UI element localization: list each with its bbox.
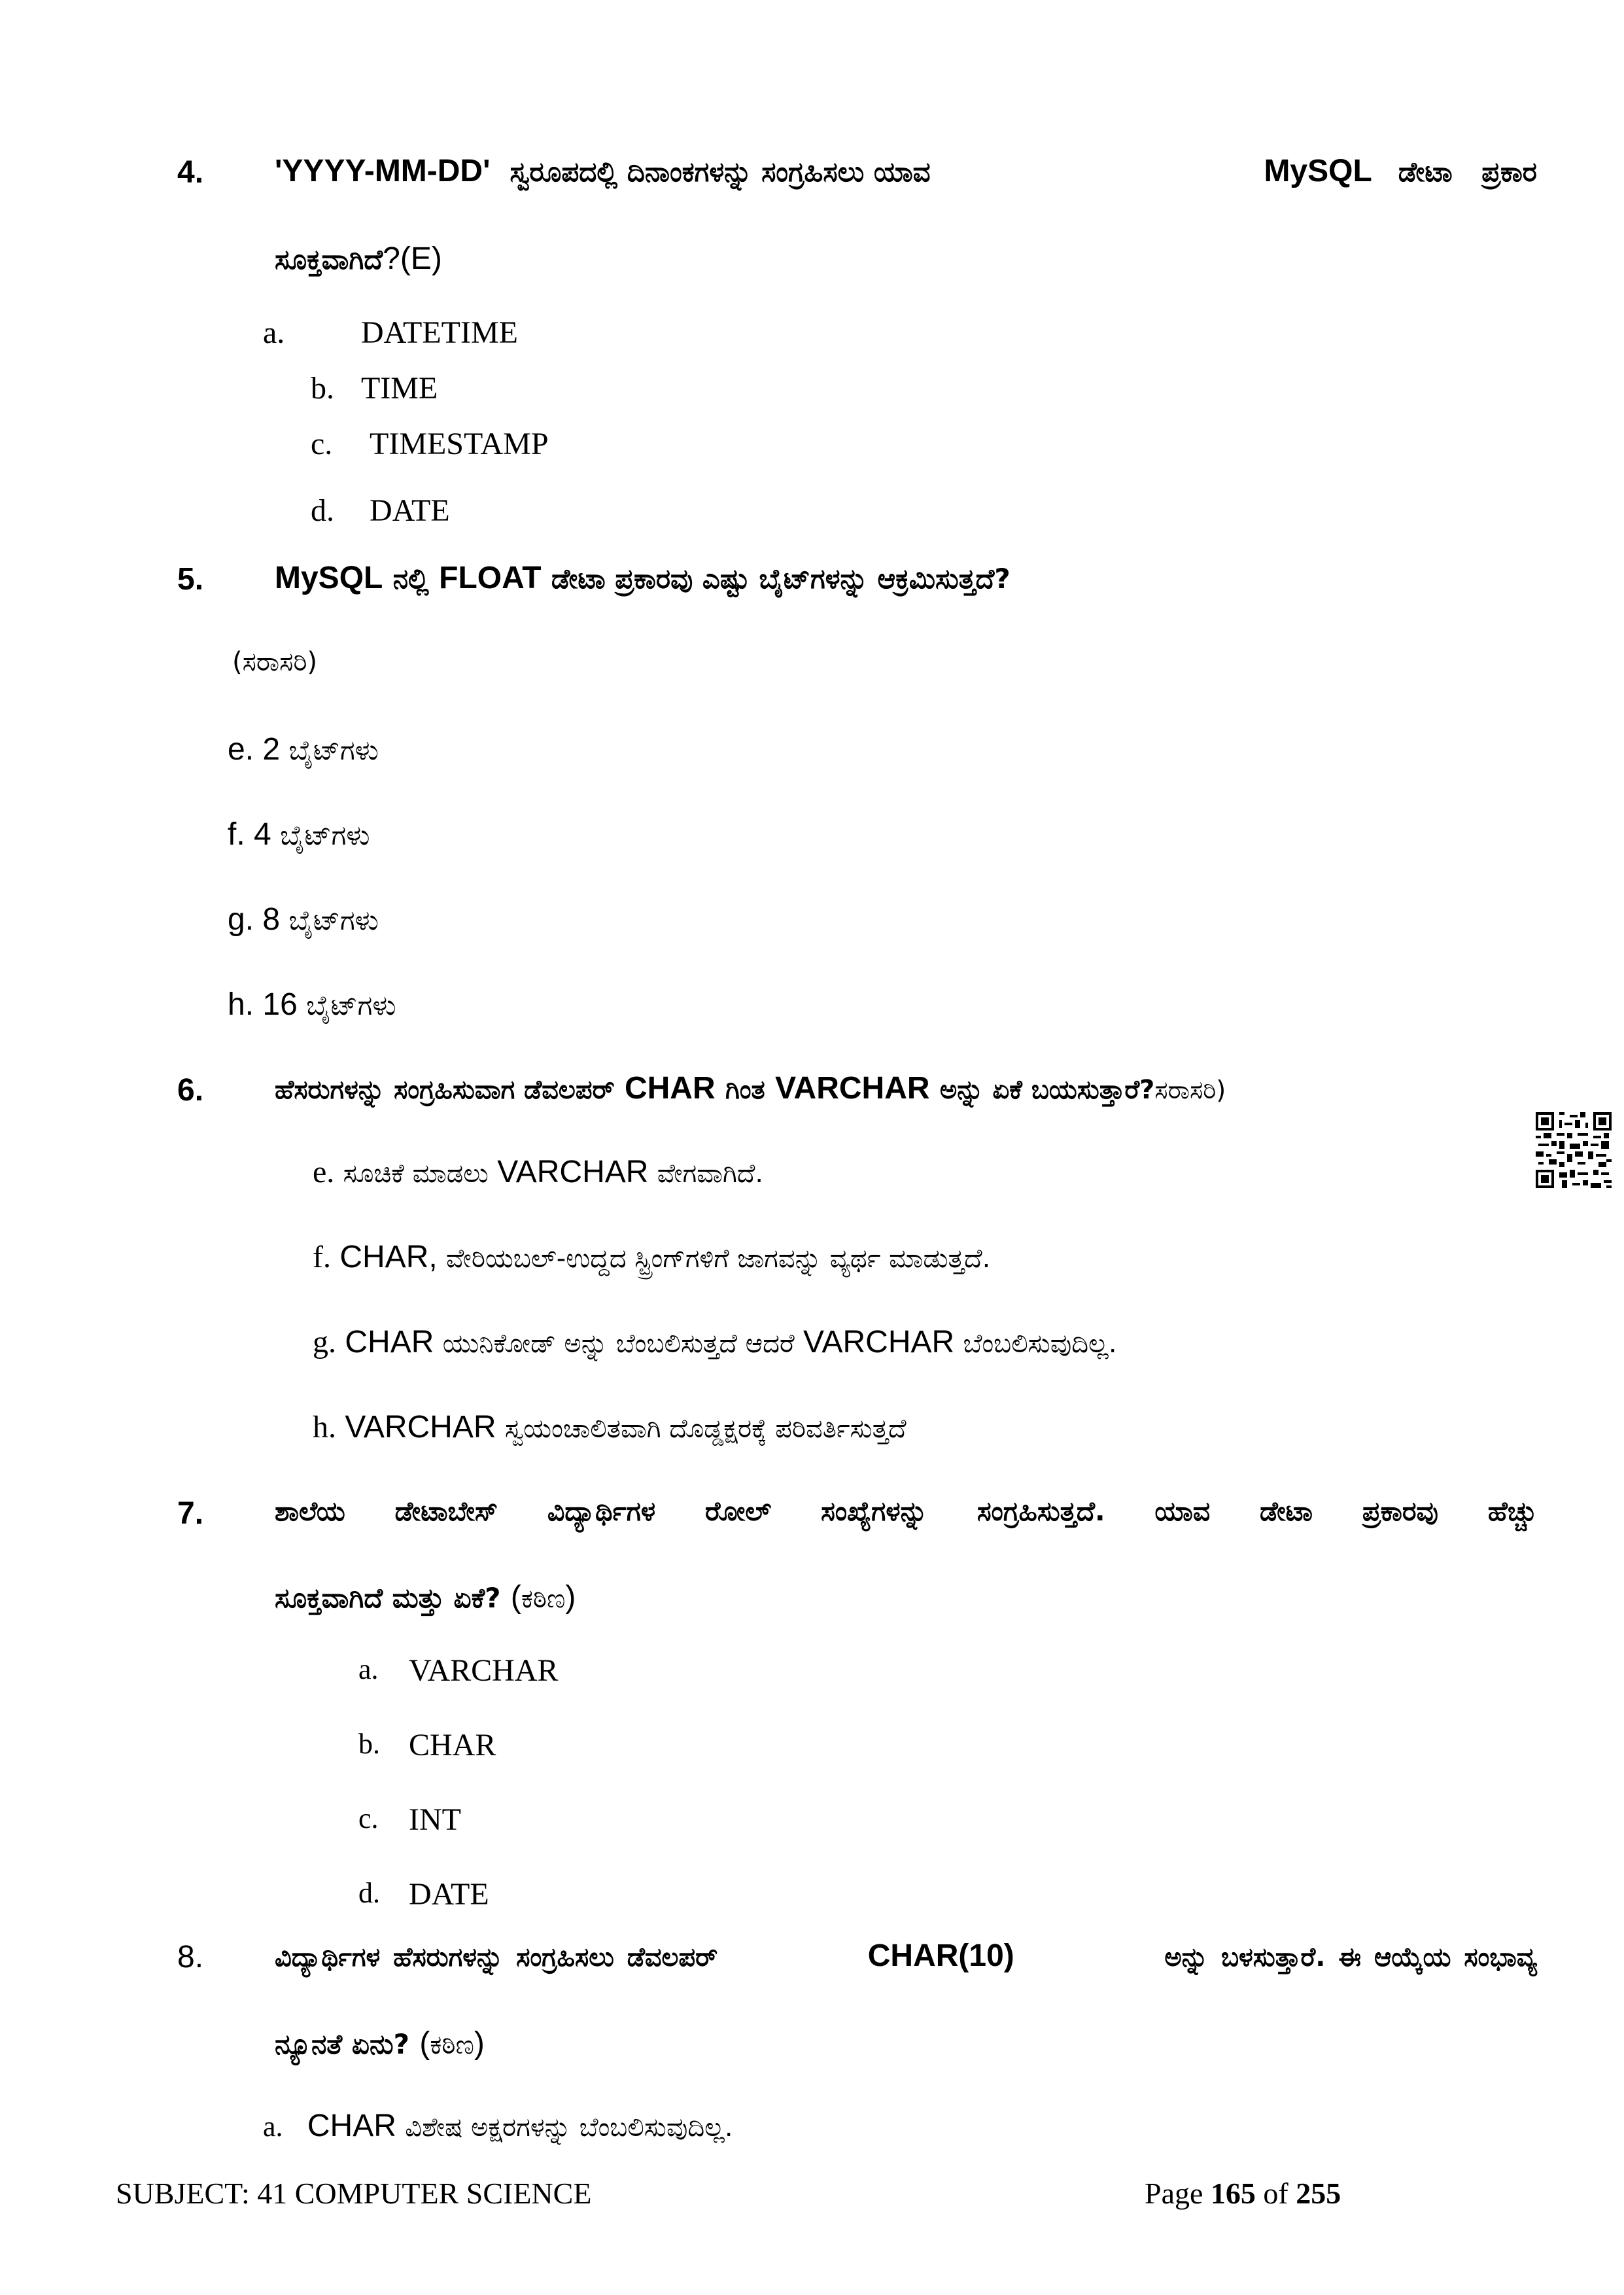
q4-option-a-text: DATETIME [361, 315, 518, 350]
question-6-number: 6. [177, 1073, 204, 1108]
q4-option-b-label: b. [311, 371, 334, 406]
q4-mysql: MySQL [1264, 154, 1372, 188]
q7-option-a-label: a. [358, 1653, 379, 1685]
question-8-line-1: ವಿದ್ಯಾರ್ಥಿಗಳ ಹೆಸರುಗಳನ್ನು ಸಂಗ್ರಹಿಸಲು ಡೆವಲಪರ್ CHAR(10) ಅನ್ನು ಬಳಸುತ್ತಾರೆ. ಈ ಆಯ್ಕೆಯ ಸಂಭಾವ್ಯ [275, 1938, 1537, 1973]
q7-option-c-text: INT [409, 1802, 461, 1837]
q4-option-d-label: d. [311, 493, 334, 528]
footer-subject: SUBJECT: 41 COMPUTER SCIENCE [116, 2177, 592, 2210]
question-7-line-1: ಶಾಲೆಯ ಡೇಟಾಬೇಸ್ ವಿದ್ಯಾರ್ಥಿಗಳ ರೋಲ್ ಸಂಖ್ಯೆಗಳನ್ನು ಸಂಗ್ರಹಿಸುತ್ತದೆ. ಯಾವ ಡೇಟಾ ಪ್ರಕಾರವು ಹೆಚ್ಚು [275, 1496, 1537, 1527]
q7-option-c-label: c. [358, 1802, 379, 1834]
question-7-number: 7. [177, 1496, 204, 1531]
q5-option-e: e. 2 ಬೈಟ್‌ಗಳು [228, 732, 379, 767]
q5-option-g: g. 8 ಬೈಟ್‌ಗಳು [228, 902, 379, 937]
q4-kn-1: ಸ್ವರೂಪದಲ್ಲಿ ದಿನಾಂಕಗಳನ್ನು ಸಂಗ್ರಹಿಸಲು ಯಾವ [510, 156, 931, 188]
q4-option-c-text: TIMESTAMP [370, 427, 549, 461]
question-8-number: 8. [177, 1940, 204, 1974]
q7-option-d-text: DATE [409, 1877, 489, 1912]
footer-page-number: Page 165 of 255 [1145, 2177, 1341, 2210]
question-4-line-1 [275, 156, 1537, 187]
question-4-number: 4. [177, 155, 204, 190]
q6-option-f: f. CHAR, ವೇರಿಯಬಲ್-ಉದ್ದದ ಸ್ಟ್ರಿಂಗ್‌ಗಳಿಗೆ ಜಾಗವನ್ನು ವ್ಯರ್ಥ ಮಾಡುತ್ತದೆ. [313, 1240, 991, 1274]
q5-option-f: f. 4 ಬೈಟ್‌ಗಳು [228, 817, 370, 852]
question-7-line-2: ಸೂಕ್ತವಾಗಿದೆ ಮತ್ತು ಏಕೆ? (ಕಠಿಣ) [275, 1580, 576, 1615]
q8-option-a: a. CHAR ವಿಶೇಷ ಅಕ್ಷರಗಳನ್ನು ಬೆಂಬಲಿಸುವುದಿಲ್ಲ. [263, 2109, 733, 2143]
question-5-number: 5. [177, 562, 204, 597]
q7-option-b-text: CHAR [409, 1728, 496, 1762]
q6-option-h: h. VARCHAR ಸ್ವಯಂಚಾಲಿತವಾಗಿ ದೊಡ್ಡಕ್ಷರಕ್ಕೆ ಪರಿವರ್ತಿಸುತ್ತದೆ [313, 1410, 907, 1445]
q5-option-h: h. 16 ಬೈಟ್‌ಗಳು [228, 987, 396, 1022]
question-4-line-2: ಸೂಕ್ತವಾಗಿದೆ?(E) [275, 241, 442, 276]
q4-option-b-text: TIME [361, 371, 438, 406]
q7-option-b-label: b. [358, 1728, 380, 1760]
q6-option-e: e. ಸೂಚಿಕೆ ಮಾಡಲು VARCHAR ವೇಗವಾಗಿದೆ. [313, 1155, 764, 1189]
qr-code-icon [1536, 1112, 1612, 1188]
q4-option-c-label: c. [311, 427, 333, 461]
q4-format: 'YYYY-MM-DD' [275, 154, 491, 188]
question-5-line-1: MySQL ನಲ್ಲಿ FLOAT ಡೇಟಾ ಪ್ರಕಾರವು ಎಷ್ಟು ಬೈಟ್‌ಗಳನ್ನು ಆಕ್ರಮಿಸುತ್ತದೆ? [275, 561, 1011, 595]
q5-level: (ಸರಾಸರಿ) [232, 647, 318, 677]
question-6-line-1: ಹೆಸರುಗಳನ್ನು ಸಂಗ್ರಹಿಸುವಾಗ ಡೆವಲಪರ್ CHAR ಗಿಂತ VARCHAR ಅನ್ನು ಏಕೆ ಬಯಸುತ್ತಾರೆ?ಸರಾಸರಿ) [275, 1071, 1226, 1106]
q6-option-g: g. CHAR ಯುನಿಕೋಡ್ ಅನ್ನು ಬೆಂಬಲಿಸುತ್ತದೆ ಆದರೆ VARCHAR ಬೆಂಬಲಿಸುವುದಿಲ್ಲ. [313, 1325, 1117, 1359]
q7-option-a-text: VARCHAR [409, 1653, 559, 1688]
q4-option-d-text: DATE [370, 493, 450, 528]
q4-kn-2: ಡೇಟಾ ಪ್ರಕಾರ [1398, 156, 1537, 188]
q7-option-d-label: d. [358, 1877, 380, 1909]
q4-option-a-label: a. [263, 315, 285, 350]
question-8-line-2: ನ್ಯೂನತೆ ಏನು? (ಕಠಿಣ) [275, 2026, 485, 2061]
